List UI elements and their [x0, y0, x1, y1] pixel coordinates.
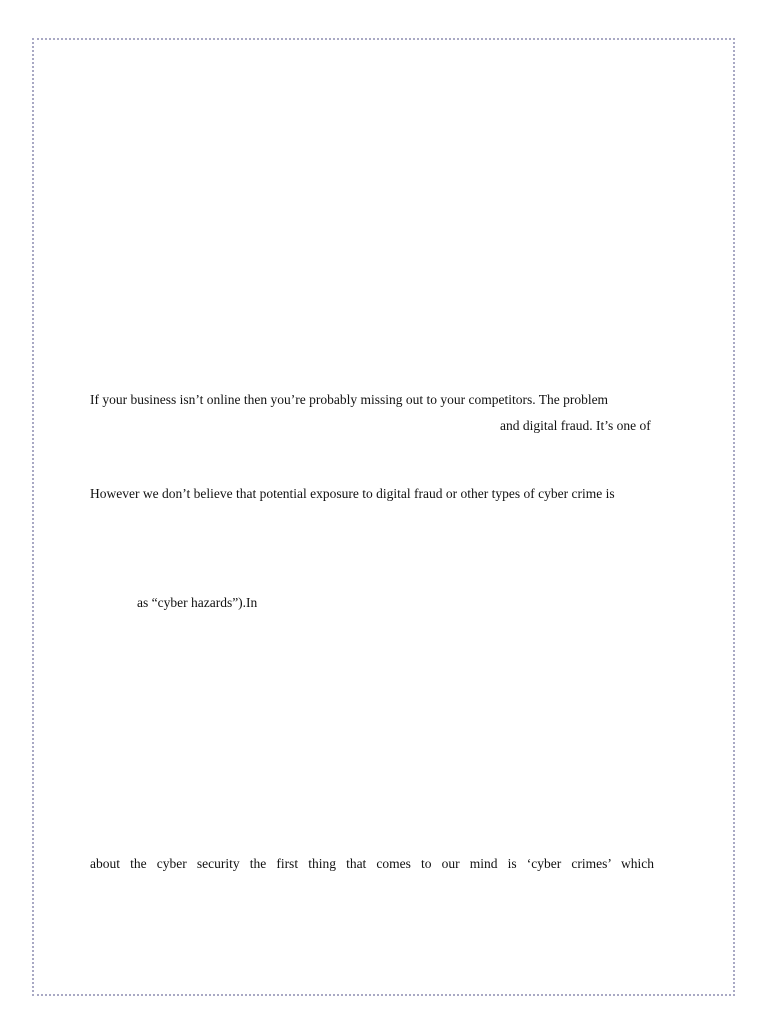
- text-line-4: as “cyber hazards”).In: [137, 595, 258, 610]
- text-line-2: and digital fraud. It’s one of: [500, 418, 651, 433]
- page-border: [32, 38, 735, 996]
- text-line-5: about the cyber security the first thing that comes to our mind is ‘cyber crimes’ which: [90, 856, 654, 871]
- text-line-1: If your business isn’t online then you’re probably missing out to your competitors. The problem: [90, 392, 609, 407]
- text-line-3: However we don’t believe that potential exposure to digital fraud or other types of cyber crime is: [90, 486, 615, 501]
